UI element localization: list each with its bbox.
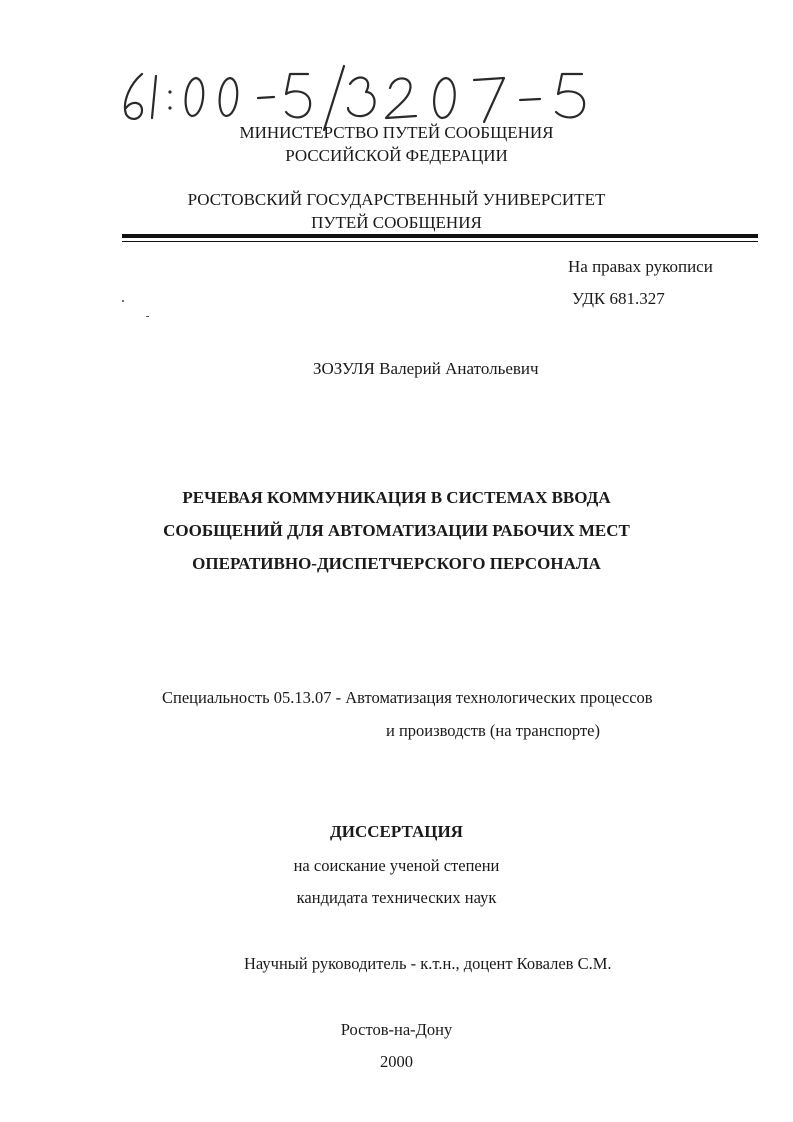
specialty-line-2: и производств (на транспорте) <box>386 721 600 740</box>
title-line-3: ОПЕРАТИВНО-ДИСПЕТЧЕРСКОГО ПЕРСОНАЛА <box>192 554 601 573</box>
specialty-line-1: Специальность 05.13.07 - Автоматизация технологических процессов <box>162 688 653 707</box>
handwritten-archive-number <box>112 62 592 132</box>
scientific-supervisor: Научный руководитель - к.т.н., доцент Ковалев С.М. <box>244 954 612 973</box>
title-line-2: СООБЩЕНИЙ ДЛЯ АВТОМАТИЗАЦИИ РАБОЧИХ МЕСТ <box>163 521 630 540</box>
year: 2000 <box>380 1052 413 1071</box>
ministry-line-1: МИНИСТЕРСТВО ПУТЕЙ СООБЩЕНИЯ <box>239 123 554 142</box>
university-line-2: ПУТЕЙ СООБЩЕНИЯ <box>311 213 482 232</box>
udk-code: УДК 681.327 <box>572 289 665 308</box>
author-name: ЗОЗУЛЯ Валерий Анатольевич <box>313 359 539 378</box>
title-line-1: РЕЧЕВАЯ КОММУНИКАЦИЯ В СИСТЕМАХ ВВОДА <box>182 488 611 507</box>
scan-speck <box>122 300 124 302</box>
degree-line-2: кандидата технических наук <box>296 888 497 907</box>
degree-line-1: на соискание ученой степени <box>293 856 500 875</box>
city: Ростов-на-Дону <box>340 1020 453 1039</box>
ministry-line-2: РОССИЙСКОЙ ФЕДЕРАЦИИ <box>285 146 508 165</box>
header-rule-thin <box>122 241 758 242</box>
scan-speck <box>146 316 149 317</box>
dissertation-heading: ДИССЕРТАЦИЯ <box>330 822 463 841</box>
university-line-1: РОСТОВСКИЙ ГОСУДАРСТВЕННЫЙ УНИВЕРСИТЕТ <box>187 190 606 209</box>
header-rule-thick <box>122 234 758 238</box>
manuscript-rights: На правах рукописи <box>568 257 713 276</box>
